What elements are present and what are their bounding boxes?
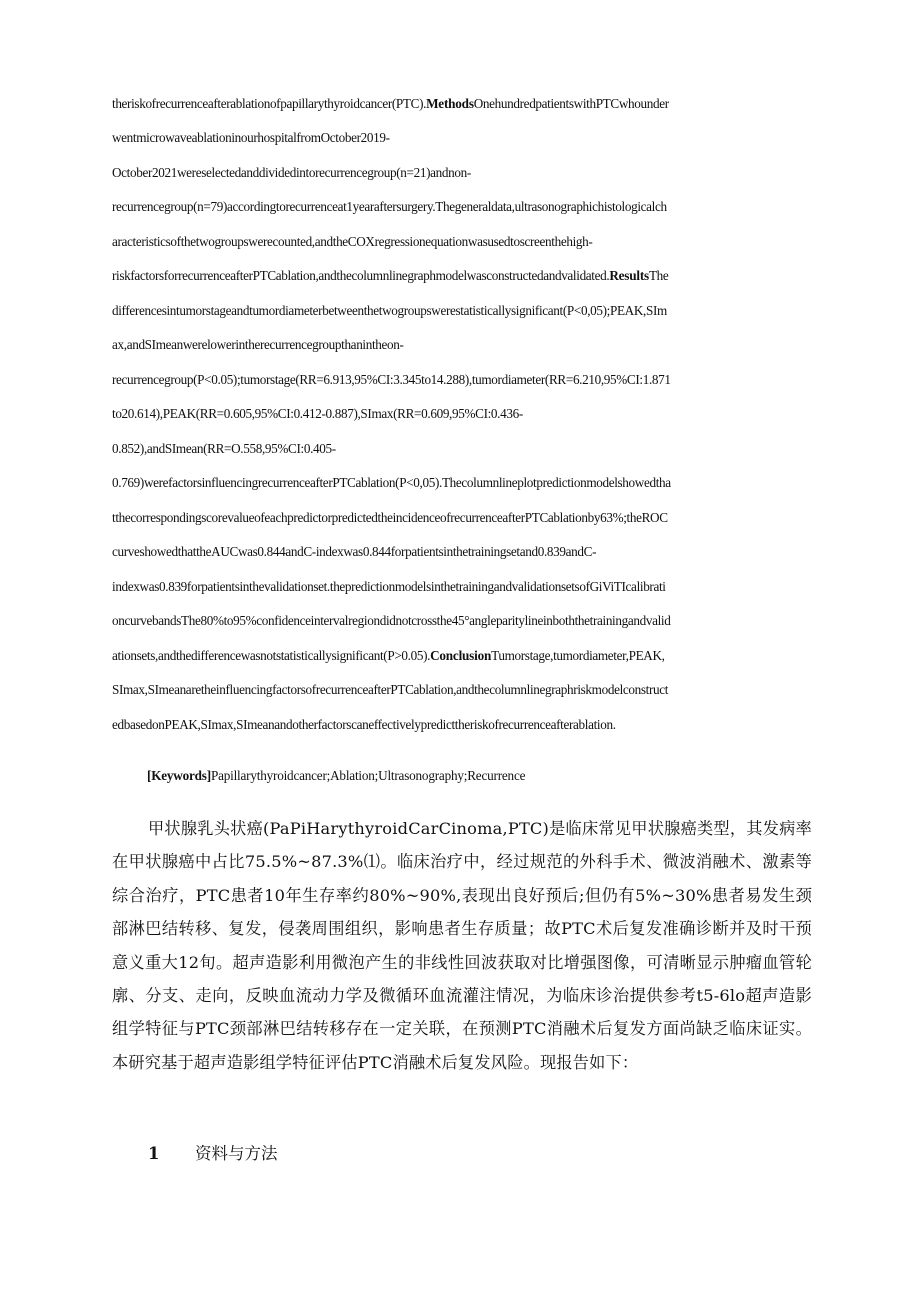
methods-label: Methods — [426, 96, 474, 111]
abstract-line-11: 0.852),andSImean(RR=O.558,95%CI:0.405- — [112, 441, 336, 456]
abstract-line-5: aracteristicsofthetwogroupswerecounted,andtheCOXregressionequationwasusedtoscreenthehigh- — [112, 234, 593, 249]
keywords-label: [Keywords] — [147, 768, 211, 783]
abstract-line-8: ax,andSImeanwerelowerintherecurrencegroupthanintheon- — [112, 337, 404, 352]
abstract-line-3: October2021wereselectedanddividedintorecurrencegroup(n=21)andnon- — [112, 165, 471, 180]
abstract-line-4: recurrencegroup(n=79)accordingtorecurrenceat1yearaftersurgery.Thegeneraldata,ultrasonographichistologicalch — [112, 199, 667, 214]
section-title: 资料与方法 — [195, 1144, 278, 1163]
abstract-line-12: 0.769)werefactorsinfluencingrecurrenceafterPTCablation(P<0,05).Thecolumnlineplotpredictionmodelshowedtha — [112, 475, 671, 490]
abstract-line-13: tthecorrespondingscorevalueofeachpredictorpredictedtheincidenceofrecurrenceafterPTCablationby63%;theROC — [112, 510, 668, 525]
abstract-line-6: riskfactorsforrecurrenceafterPTCablation,andthecolumnlinegraphmodelwasconstructedandvalidated.ResultsThe — [112, 268, 669, 283]
abstract-line-16: oncurvebandsThe80%to95%confidenceintervalregiondidnotcrossthe45°angleparitylineinboththetrainingandvalid — [112, 613, 671, 628]
abstract-line-2: wentmicrowaveablationinourhospitalfromOctober2019- — [112, 130, 390, 145]
abstract-line-18: SImax,SImeanaretheinfluencingfactorsofrecurrenceafterPTCablation,andthecolumnlinegraphriskmodelconstruct — [112, 682, 669, 697]
section-heading — [148, 1140, 278, 1164]
section-number: 1 — [148, 1144, 160, 1163]
abstract-line-10: to20.614),PEAK(RR=0.605,95%CI:0.412-0.887),SImax(RR=0.609,95%CI:0.436- — [112, 406, 523, 421]
conclusion-label: Conclusion — [430, 648, 492, 663]
abstract-line-7: differencesintumorstageandtumordiameterbetweenthetwogroupswerestatisticallysignificant(P<0,05);PEAK,SIm — [112, 303, 667, 318]
abstract-line-9: recurrencegroup(P<0.05);tumorstage(RR=6.913,95%CI:3.345to14.288),tumordiameter(RR=6.210,95%CI:1.871 — [112, 372, 671, 387]
keywords-text: Papillarythyroidcancer;Ablation;Ultrasonography;Recurrence — [210, 768, 526, 783]
abstract-line-1: theriskofrecurrenceafterablationofpapillarythyroidcancer(PTC).MethodsOnehundredpatientswithPTCwhounder — [112, 96, 669, 111]
keywords-line — [147, 768, 525, 784]
results-label: Results — [609, 268, 649, 283]
body-paragraph: 甲状腺乳头状癌(PaPiHarythyroidCarCinoma,PTC)是临床常见甲状腺癌类型，其发病率在甲状腺癌中占比75.5%~87.3%⑴。临床治疗中，经过规范的外科手术、微波消融术、激素等综合治疗，PTC患者10年生存率约80%~90%,表现出良好预后;但仍有5%~30%患者易发生颈部淋巴结转移、复发，侵袭周围组织，影响患者生存质量；故PTC术后复发准确诊断并及时干预意义重大12旬。超声造影利用微泡产生的非线性回波获取对比增强图像，可清晰显示肿瘤血管轮廓、分支、走向，反映血流动力学及微循环血流灌注情况，为临床诊治提供参考t5-6lo超声造影组学特征与PTC颈部淋巴结转移存在一定关联，在预测PTC消融术后复发方面尚缺乏临床证实。本研究基于超声造影组学特征评估PTC消融术后复发风险。现报告如下： — [112, 819, 812, 1072]
abstract-line-19: edbasedonPEAK,SImax,SImeanandotherfactorscaneffectivelypredicttheriskofrecurrenceafterablation. — [112, 717, 616, 732]
abstract-line-14: curveshowedthattheAUCwas0.844andC-indexwas0.844forpatientsinthetrainingsetand0.839andC- — [112, 544, 597, 559]
abstract-line-15: indexwas0.839forpatientsinthevalidationset.thepredictionmodelsinthetrainingandvalidationsetsofGiViTIcalibrati — [112, 579, 666, 594]
abstract-line-17: ationsets,andthedifferencewasnotstatisticallysignificant(P>0.05).ConclusionTumorstage,tumordiameter,PEAK, — [112, 648, 665, 663]
